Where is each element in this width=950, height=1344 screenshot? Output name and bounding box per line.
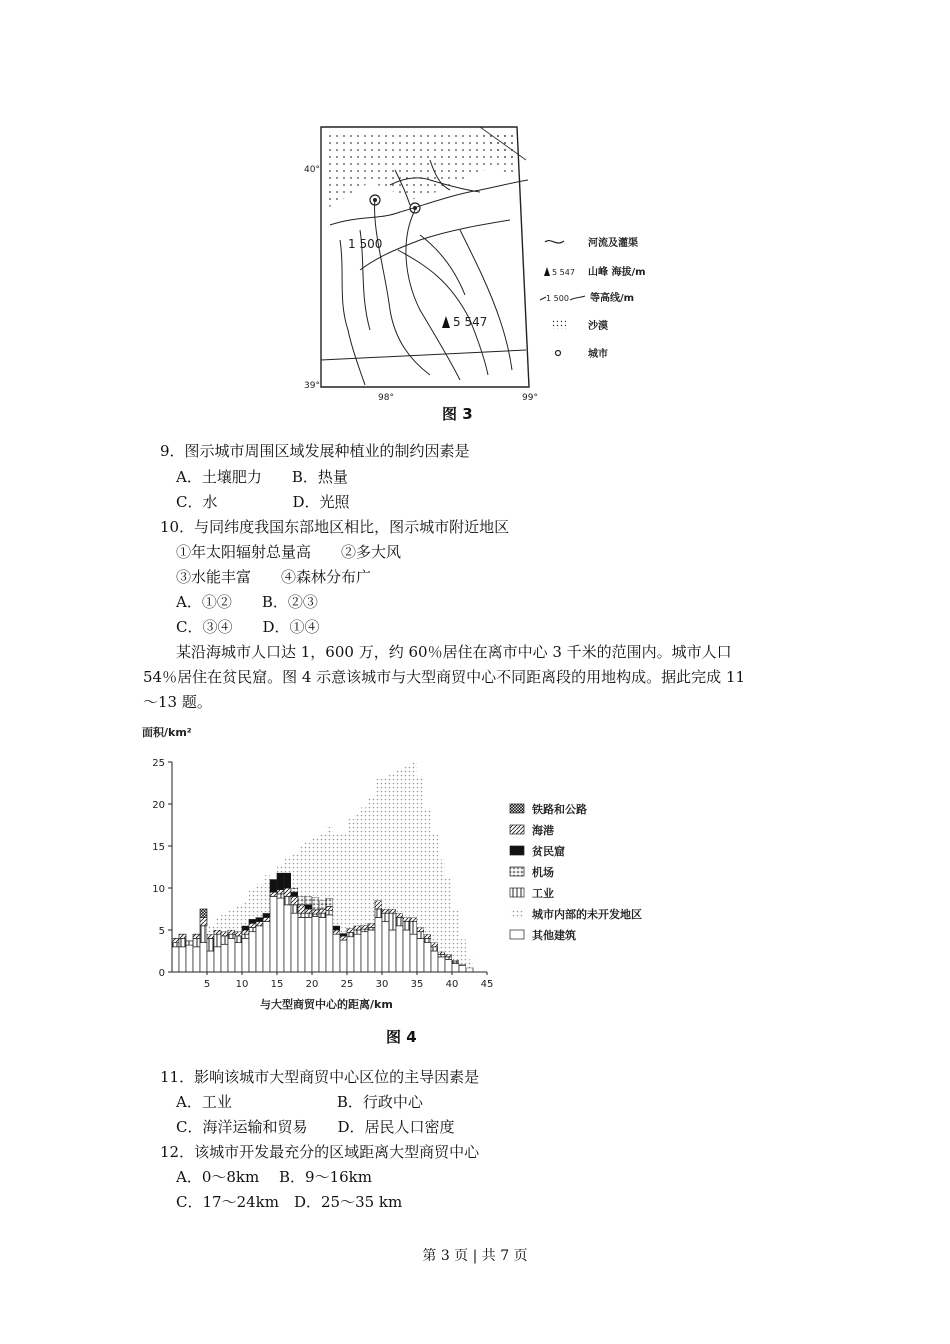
bar-segment xyxy=(172,938,179,942)
q9-stem: 9．图示城市周围区域发展种植业的制约因素是 xyxy=(160,442,470,460)
bar-segment xyxy=(305,842,312,897)
bar-segment xyxy=(298,905,305,913)
bar-segment xyxy=(459,939,466,964)
legend-swatch xyxy=(510,930,524,939)
bar-segment xyxy=(396,770,403,913)
bar-segment xyxy=(228,909,235,930)
q10-options-row1: A．①② B．②③ xyxy=(176,593,318,611)
x-tick-label: 10 xyxy=(235,979,249,990)
bar-segment xyxy=(361,925,368,929)
bar-segment xyxy=(326,911,333,915)
bar-segment xyxy=(424,934,431,938)
x-axis-label: 与大型商贸中心的距离/km xyxy=(260,998,393,1011)
bar-segment xyxy=(403,922,410,930)
x-tick-label: 15 xyxy=(270,979,284,990)
figure4-legend xyxy=(510,802,642,942)
page-footer: 第 3 页 | 共 7 页 xyxy=(422,1248,528,1264)
bar-segment xyxy=(354,926,361,930)
bar-segment xyxy=(305,905,312,909)
bar-segment xyxy=(340,833,347,934)
bar-segment xyxy=(431,943,438,947)
bar-segment xyxy=(249,890,256,919)
bar-segment xyxy=(368,927,375,930)
bar-segment xyxy=(375,779,382,901)
q9-options-row2: C．水 D．光照 xyxy=(176,493,350,511)
bar-segment xyxy=(361,932,368,972)
bar-segment xyxy=(284,856,291,873)
legend-label-city: 城市 xyxy=(588,349,608,360)
legend-label: 贫民窟 xyxy=(532,845,565,858)
q11-options-row2: C．海洋运输和贸易 D．居民人口密度 xyxy=(176,1118,455,1136)
contour-line xyxy=(360,220,510,270)
bar-segment xyxy=(263,922,270,972)
legend-swatch xyxy=(510,909,524,918)
bar-segment xyxy=(431,833,438,942)
bar-segment xyxy=(459,964,466,965)
bar-segment xyxy=(186,941,193,945)
x-tick-label: 5 xyxy=(203,979,211,990)
bar-segment xyxy=(424,808,431,934)
q10-statements-row1: ①年太阳辐射总量高 ②多大风 xyxy=(176,543,402,561)
bar-segment xyxy=(340,940,347,972)
bar-segment xyxy=(410,762,417,917)
bar-segment xyxy=(403,917,410,921)
peak-label: 5 547 xyxy=(453,315,488,329)
bar-segment xyxy=(445,959,452,972)
legend-label-contour: 等高线/m xyxy=(590,293,635,304)
lon-left-label: 98° xyxy=(378,393,394,403)
q11-options-row1: A．工业 B．行政中心 xyxy=(176,1093,423,1111)
legend-label-river: 河流及灌渠 xyxy=(588,238,638,249)
bar-segment xyxy=(445,879,452,955)
intro-line3: ～13 题。 xyxy=(143,693,212,711)
bar-segment xyxy=(319,917,326,972)
bar-segment xyxy=(179,938,186,946)
bar-segment xyxy=(235,936,242,943)
bar-segment xyxy=(361,929,368,932)
legend-swatch xyxy=(510,825,524,834)
bar-segment xyxy=(403,766,410,917)
q12-stem: 12．该城市开发最充分的区域距离大型商贸中心 xyxy=(160,1143,480,1161)
y-tick-label: 10 xyxy=(152,884,165,895)
x-tick-label: 25 xyxy=(340,979,354,990)
bar-segment xyxy=(242,938,249,972)
bar-segment xyxy=(249,927,256,931)
bar-segment xyxy=(200,917,207,925)
figure3-caption: 图 3 xyxy=(442,405,473,423)
peak-icon xyxy=(442,316,450,328)
bar-segment xyxy=(242,926,249,930)
bar-segment xyxy=(340,936,347,940)
bar-segment xyxy=(256,884,263,918)
bar-segment xyxy=(200,926,207,943)
bar-segment xyxy=(452,960,459,962)
bar-segment xyxy=(354,934,361,972)
bar-segment xyxy=(312,914,319,917)
q11-stem: 11．影响该城市大型商贸中心区位的主导因素是 xyxy=(160,1068,480,1086)
bar-segment xyxy=(354,812,361,925)
bar-segment xyxy=(214,930,221,934)
bar-segment xyxy=(270,880,277,893)
figure4-chart xyxy=(140,722,680,1022)
x-tick-label: 40 xyxy=(445,979,459,990)
q10-stem: 10．与同纬度我国东部地区相比，图示城市附近地区 xyxy=(160,518,510,536)
bar-segment xyxy=(438,952,445,955)
x-tick-label: 35 xyxy=(410,979,424,990)
bar-segment xyxy=(291,854,298,888)
legend-label: 城市内部的未开发地区 xyxy=(532,908,642,921)
bar-segment xyxy=(249,932,256,972)
bar-segment xyxy=(256,922,263,926)
y-tick-label: 0 xyxy=(158,968,165,979)
bar-segment xyxy=(277,864,284,872)
bar-segment xyxy=(249,923,256,927)
bar-segment xyxy=(284,888,291,896)
bar-segment xyxy=(382,909,389,913)
bar-segment xyxy=(193,934,200,938)
bar-segment xyxy=(424,938,431,942)
bar-segment xyxy=(389,930,396,972)
x-tick-label: 20 xyxy=(305,979,319,990)
bar-segment xyxy=(445,957,452,960)
legend-swatch xyxy=(510,888,524,897)
q12-options-row1: A．0～8km B．9～16km xyxy=(176,1168,372,1186)
bar-segment xyxy=(389,913,396,930)
bar-segment xyxy=(214,947,221,972)
bar-segment xyxy=(347,819,354,928)
y-axis-label: 面积/km² xyxy=(142,726,192,739)
bar-segment xyxy=(438,954,445,957)
legend-swatch xyxy=(510,867,524,876)
bar-segment xyxy=(270,896,277,972)
bar-segment xyxy=(291,913,298,972)
bar-segment xyxy=(410,917,417,921)
legend-contour-symbol: 1 500 xyxy=(546,294,569,303)
bar-segment xyxy=(298,913,305,917)
legend-label: 机场 xyxy=(532,866,554,879)
lat-bottom-label: 39° xyxy=(304,381,320,391)
bar-segment xyxy=(221,944,228,972)
bar-segment xyxy=(452,964,459,972)
legend-label-desert: 沙漠 xyxy=(588,321,608,332)
bar-segment xyxy=(347,928,354,932)
bar-segment xyxy=(235,906,242,931)
bar-segment xyxy=(256,917,263,921)
bar-segment xyxy=(221,932,228,936)
bar-segment xyxy=(466,968,473,972)
bar-segment xyxy=(396,926,403,972)
legend-label: 其他建筑 xyxy=(532,929,576,942)
bar-segment xyxy=(417,776,424,927)
bar-segment xyxy=(200,943,207,972)
bar-segment xyxy=(326,898,333,906)
legend-label: 海港 xyxy=(532,824,554,837)
bar-segment xyxy=(277,898,284,972)
bar-segment xyxy=(417,927,424,931)
bar-segment xyxy=(193,947,200,972)
bar-segment xyxy=(368,923,375,927)
bar-segment xyxy=(298,846,305,896)
bar-segment xyxy=(312,917,319,972)
bar-segment xyxy=(368,797,375,923)
bar-segment xyxy=(333,926,340,930)
bar-segment xyxy=(221,936,228,944)
bar-segment xyxy=(242,901,249,926)
bar-segment xyxy=(410,934,417,972)
bar-segment xyxy=(207,926,214,934)
river-icon xyxy=(545,241,564,243)
q9-options-row1: A．土壤肥力 B．热量 xyxy=(176,468,348,486)
bar-segment xyxy=(445,954,452,957)
q12-options-row2: C．17～24km D．25～35 km xyxy=(176,1193,403,1211)
city-icon xyxy=(556,351,561,356)
legend-peak-symbol: 5 547 xyxy=(552,268,575,277)
bar-segment xyxy=(417,938,424,972)
bar-segment xyxy=(347,937,354,972)
bar-segment xyxy=(354,930,361,934)
bar-segment xyxy=(291,905,298,913)
bar-segment xyxy=(319,913,326,917)
bar-segment xyxy=(284,896,291,904)
bar-segment xyxy=(298,917,305,972)
bar-segment xyxy=(312,910,319,914)
bar-segment xyxy=(284,873,291,888)
legend-label: 铁路和公路 xyxy=(532,803,587,816)
bar-segment xyxy=(277,890,284,894)
bar-segment xyxy=(186,945,193,972)
bar-segment xyxy=(361,807,368,925)
contour-label: 1 500 xyxy=(348,237,383,251)
bar-segment xyxy=(221,915,228,932)
intro-line2: 54％居住在贫民窟。图 4 示意该城市与大型商贸中心不同距离段的用地构成。据此完成 11 xyxy=(143,668,746,686)
bar-segment xyxy=(403,930,410,972)
bar-segment xyxy=(284,905,291,972)
contour-icon xyxy=(570,296,585,300)
bar-segment xyxy=(333,934,340,972)
bar-segment xyxy=(396,917,403,925)
bar-segment xyxy=(179,947,186,972)
bar-segment xyxy=(263,913,270,917)
figure3-map xyxy=(300,120,680,410)
bar-segment xyxy=(305,917,312,972)
bar-segment xyxy=(417,932,424,939)
bar-segment xyxy=(305,913,312,917)
bar-segment xyxy=(193,938,200,946)
bar-segment xyxy=(424,943,431,972)
bar-segment xyxy=(207,934,214,938)
bar-segment xyxy=(298,896,305,904)
bar-segment xyxy=(235,932,242,936)
bar-segment xyxy=(214,934,221,947)
bar-segment xyxy=(326,915,333,972)
figure4-caption: 图 4 xyxy=(386,1028,417,1046)
bar-segment xyxy=(263,917,270,921)
intro-line1: 某沿海城市人口达 1，600 万，约 60％居住在离市中心 3 千米的范围内。城市人口 xyxy=(176,643,732,661)
bar-segment xyxy=(389,909,396,913)
bar-segment xyxy=(277,894,284,898)
bar-segment xyxy=(305,909,312,913)
legend-label: 工业 xyxy=(532,887,554,900)
bar-segment xyxy=(382,779,389,909)
bar-segment xyxy=(249,919,256,923)
bar-segment xyxy=(375,901,382,909)
bar-segment xyxy=(312,838,319,897)
y-tick-label: 20 xyxy=(152,800,165,811)
lon-right-label: 99° xyxy=(522,393,538,403)
bar-segment xyxy=(242,930,249,934)
bar-segment xyxy=(438,859,445,951)
y-tick-label: 25 xyxy=(152,758,165,769)
peak-icon xyxy=(544,267,550,276)
bar-segment xyxy=(382,922,389,972)
bar-segment xyxy=(319,909,326,913)
desert-icon xyxy=(552,320,566,329)
bar-segment xyxy=(319,901,326,909)
bar-segment xyxy=(179,934,186,938)
bar-segment xyxy=(172,947,179,972)
x-tick-label: 30 xyxy=(375,979,389,990)
bar-segment xyxy=(291,896,298,904)
bar-segment xyxy=(270,892,277,896)
bar-segment xyxy=(305,896,312,904)
bar-segment xyxy=(263,875,270,913)
legend-label-peak: 山峰 海拔/m xyxy=(588,267,646,278)
bar-segment xyxy=(228,934,235,938)
bar-segment xyxy=(389,775,396,909)
bar-segment xyxy=(228,938,235,972)
bar-segment xyxy=(319,833,326,900)
bar-segment xyxy=(452,910,459,960)
bar-segment xyxy=(431,951,438,972)
bar-segment xyxy=(347,933,354,937)
bar-segment xyxy=(368,930,375,972)
bar-segment xyxy=(466,959,473,967)
bar-segment xyxy=(431,947,438,951)
bar-segment xyxy=(200,909,207,917)
bar-segment xyxy=(375,917,382,972)
x-tick-label: 45 xyxy=(480,979,494,990)
bar-segment xyxy=(333,833,340,925)
bar-segment xyxy=(277,873,284,890)
bar-segment xyxy=(235,943,242,972)
bar-segment xyxy=(214,917,221,930)
legend-swatch xyxy=(510,804,524,813)
q10-statements-row2: ③水能丰富 ④森林分布广 xyxy=(176,568,372,586)
bar-segment xyxy=(459,965,466,972)
q10-options-row2: C．③④ D．①④ xyxy=(176,618,320,636)
bar-segment xyxy=(396,913,403,917)
bar-segment xyxy=(242,934,249,938)
lat-top-label: 40° xyxy=(304,165,320,175)
bar-segment xyxy=(291,888,298,892)
bar-segment xyxy=(312,897,319,910)
bar-segment xyxy=(438,957,445,972)
bar-segment xyxy=(375,909,382,917)
y-tick-label: 5 xyxy=(158,926,165,937)
bars-group xyxy=(172,762,473,972)
legend-swatch xyxy=(510,846,524,855)
figure3-legend xyxy=(540,236,646,360)
bar-segment xyxy=(256,926,263,972)
bar-segment xyxy=(326,906,333,910)
bar-segment xyxy=(333,930,340,934)
bar-segment xyxy=(291,892,298,896)
bar-segment xyxy=(382,913,389,921)
y-tick-label: 15 xyxy=(152,842,165,853)
bar-segment xyxy=(326,827,333,898)
bar-segment xyxy=(410,922,417,935)
bar-segment xyxy=(172,943,179,947)
bar-segment xyxy=(207,938,214,951)
bar-segment xyxy=(228,930,235,934)
bar-segment xyxy=(207,951,214,972)
bar-segment xyxy=(340,933,347,936)
